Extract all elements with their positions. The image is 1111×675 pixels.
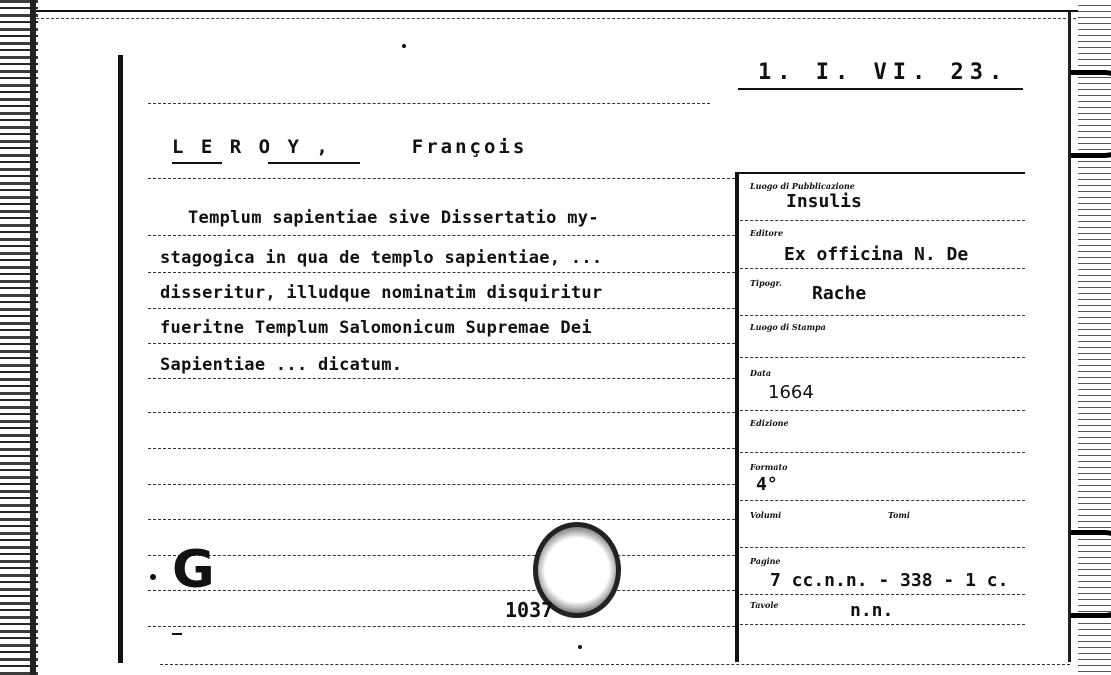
title-line-5: Sapientiae ... dicatum. [160, 355, 403, 375]
title-line-3: disseritur, illudque nominatim disquiritur [160, 283, 603, 303]
underline-roy [268, 162, 360, 164]
ruled-line [148, 272, 735, 273]
field-label-publisher: Editore [750, 228, 784, 238]
field-value-format: 4° [756, 474, 778, 495]
field-value-printer: Rache [812, 283, 867, 304]
field-label-print-place: Luogo di Stampa [750, 322, 826, 332]
field-label-tomes: Tomi [888, 510, 910, 520]
ruled-line [148, 555, 735, 556]
scan-edge-left-inner [30, 0, 36, 675]
field-label-place: Luogo di Pubblicazione [750, 181, 855, 191]
field-rule [740, 315, 1025, 316]
stamp-number: 1037 [505, 598, 554, 622]
ruled-line [148, 590, 735, 591]
field-rule [740, 357, 1025, 358]
field-rule [740, 594, 1025, 595]
field-value-publisher: Ex officina N. De [784, 244, 969, 265]
scan-edge-top [36, 0, 1111, 12]
title-line-2: stagogica in qua de templo sapientiae, ... [160, 248, 603, 268]
field-rule [740, 268, 1025, 269]
card-date: 1. I. VI. 23. [758, 60, 1009, 85]
author-surname: L E R O Y , [172, 136, 331, 158]
title-line-4: fueritne Templum Salomonicum Supremae Dei [160, 318, 592, 338]
underline-le [172, 162, 222, 164]
stamp-letter: G [172, 540, 215, 600]
ruled-line [148, 519, 735, 520]
ruled-line [148, 235, 735, 236]
field-value-pages: 7 cc.n.n. - 338 - 1 c. [770, 570, 1009, 591]
scan-edge-top-line [36, 18, 1076, 19]
ruled-line [148, 484, 735, 485]
ruled-line [148, 178, 735, 179]
ruled-line [148, 378, 735, 379]
card-left-border [118, 55, 123, 663]
author-name [172, 136, 527, 158]
panel-left-border [735, 172, 739, 662]
field-label-printer: Tipogr. [750, 278, 782, 288]
field-rule [740, 547, 1025, 548]
ruled-line [148, 308, 735, 309]
ruled-line [148, 412, 735, 413]
field-label-date: Data [750, 368, 771, 378]
field-rule [740, 410, 1025, 411]
date-rule [738, 88, 1023, 90]
speck [402, 44, 406, 48]
ruled-line [148, 626, 735, 627]
punch-hole-bottom [1070, 530, 1111, 618]
field-value-place: Insulis [786, 191, 862, 212]
punch-hole-top [1070, 70, 1111, 158]
author-given-name: François [411, 136, 528, 158]
scan-edge-bottom [160, 664, 1070, 665]
field-rule [740, 500, 1025, 501]
field-label-format: Formato [750, 462, 788, 472]
panel-top-border [735, 172, 1025, 174]
ruled-line [148, 343, 735, 344]
ruled-line [148, 103, 710, 104]
field-rule [740, 452, 1025, 453]
title-line-1: Templum sapientiae sive Dissertatio my- [188, 208, 599, 228]
field-value-plates: n.n. [850, 600, 894, 621]
field-label-volumes: Volumi [750, 510, 782, 520]
field-label-edition: Edizione [750, 418, 789, 428]
stamp-dot [150, 574, 156, 580]
field-rule [740, 220, 1025, 221]
field-label-plates: Tavole [750, 600, 779, 610]
field-label-pages: Pagine [750, 556, 781, 566]
ruled-line [148, 448, 735, 449]
field-value-date: 1664 [768, 382, 814, 403]
mark [172, 633, 182, 635]
speck [578, 645, 582, 649]
field-rule [740, 624, 1025, 625]
